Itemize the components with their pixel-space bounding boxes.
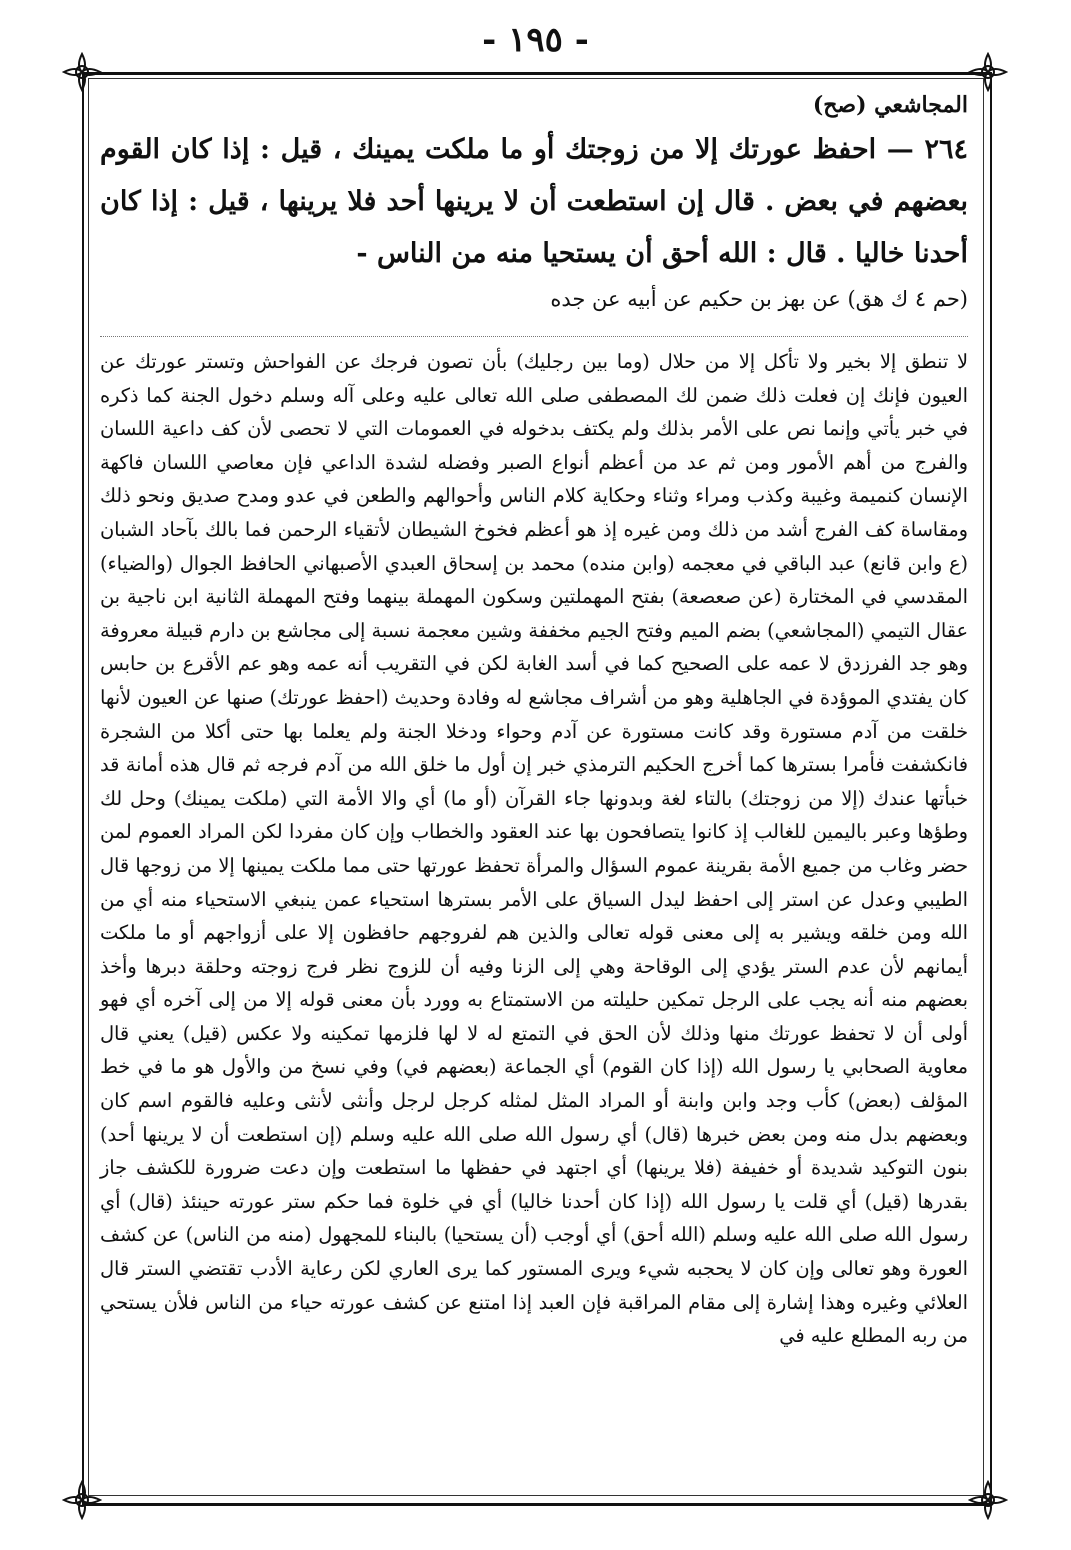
hadith-text: ٢٦٤ — احفظ عورتك إلا من زوجتك أو ما ملكت يمينك ، قيل : إذا كان القوم بعضهم في بعض . قال إن استطعت أن لا يرينها أحد فلا يرينها ، قيل : إذا كان أحدنا خاليا . قال : الله أحق أن يستحيا منه من الناس - [100,134,968,269]
commentary-text: لا تنطق إلا بخير ولا تأكل إلا من حلال (وما بين رجليك) بأن تصون فرجك عن الفواحش وتستر عورتك عن العيون فإنك إن فعلت ذلك ضمن لك المصطفى صلى الله تعالى عليه وعلى آله وسلم دخول الجنة كما ذكره في خبر يأتي وإنما نص على الأمر بذلك ولم يكتف بدخوله في العمومات التي لا تحصى لأن كف داعية اللسان والفرج من أهم الأمور ومن ثم عد من أعظم أنواع الصبر وفضله لشدة الداعي فإن معاصي اللسان فاكهة الإنسان كنميمة وغيبة وكذب ومراء وثناء وحكاية كلام الناس وأحوالهم والطعن في عدو ومدح صديق ونحو ذلك ومقاساة كف الفرج أشد من ذلك ومن غيره إذ هو أعظم فخوخ الشيطان لأتقياء الرحمن فما بالك بآحاد الشبان (ع وابن قانع) عبد الباقي في معجمه (وابن منده) محمد بن إسحاق العبدي الأصبهاني الحافظ الجوال (والضياء) المقدسي في المختارة (عن صعصعة) بفتح المهملتين وسكون المهملة بينهما وفتح المهملة الثانية ابن ناجية بن عقال التيمي (المجاشعي) بضم الميم وفتح الجيم مخففة وشين معجمة نسبة إلى مجاشع بن دارم قبيلة معروفة وهو جد الفرزدق لا عمه على الصحيح كما في أسد الغابة لكن في التقريب أنه عمه وهو عم الأقرع بن حابس كان يفتدي الموؤدة في الجاهلية وهو من أشراف مجاشع له وفادة وحديث (احفظ عورتك) صنها عن العيون لأنها خلقت من آدم مستورة وقد كانت مستورة عن آدم وحواء ودخلا الجنة ولم يعلما بها حتى أكلا من الشجرة فانكشفت فأمرا بسترها كما أخرج الحكيم الترمذي خبر إن أول ما خلق الله من آدم فرجه ثم قال هذه أمانة قد خبأتها عندك (إلا من زوجتك) بالتاء لغة وبدونها جاء القرآن (أو ما) أي والا الأمة التي (ملكت يمينك) وحل لك وطؤها وعبر باليمين للغالب إذ كانوا يتصافحون بها عند العقود والخطاب وإن كان مفردا لكن المراد العموم لمن حضر وغاب من جميع الأمة بقرينة عموم السؤال والمرأة تحفظ عورتها حتى مما ملكت يمينها إلا من زوجها قال الطيبي وعدل عن استر إلى احفظ ليدل السياق على الأمر بسترها استحياء عمن ينبغي الاستحياء منه أي من الله ومن خلقه ويشير به إلى معنى قوله تعالى والذين هم لفروجهم حافظون إلا على أزواجهم أو ما ملكت أيمانهم لأن عدم الستر يؤدي إلى الوقاحة وهي إلى الزنا وفيه أن للزوج نظر فرج زوجته وحلقة دبرها وأخذ بعضهم منه أنه يجب على الرجل تمكين حليلته من الاستمتاع به وورد بأن معنى قوله إلا من إلى آخره أي فهو أولى أن لا تحفظ عورتك منها وذلك لأن الحق في التمتع له لا لها فلزمها تمكينه ولا عكس (قيل) يعني قال معاوية الصحابي يا رسول الله (إذا كان القوم) أي الجماعة (بعضهم في) وفي نسخ من والأول هو ما في خط المؤلف (بعض) كأب وجد وابن وابنة أو المراد المثل لمثله كرجل لرجل وأنثى لأنثى وعليه فالقوم اسم كان وبعضهم بدل منه ومن بعض خبرها (قال) أي رسول الله صلى الله عليه وسلم (إن استطعت أن لا يرينها أحد) بنون التوكيد شديدة أو خفيفة (فلا يرينها) أي اجتهد في حفظها ما استطعت وإن دعت ضرورة للكشف جاز بقدرها (قيل) أي قلت يا رسول الله (إذا كان أحدنا خاليا) أي في خلوة فما حكم ستر عورته حينئذ (قال) أي رسول الله صلى الله عليه وسلم (الله أحق) أي أوجب (أن يستحيا) بالبناء للمجهول (منه من الناس) عن كشف العورة وهو تعالى وإن كان لا يحجبه شيء ويرى المستور كما يرى العاري لكن رعاية الأدب تقتضي الستر قال العلائي وغيره وهذا إشارة إلى مقام المراقبة فإن العبد إذا امتنع عن كشف عورته حياء من الناس فلأن يستحي من ربه المطلع عليه في [100,350,968,1348]
corner-flower-icon [968,1480,1008,1520]
hadith-source: (حم ٤ ك هق) عن بهز بن حكيم عن أبيه عن جده [550,287,968,311]
page-number: - ١٩٥ - [482,20,589,60]
dotted-separator [100,336,968,337]
page-content [100,88,968,1488]
corner-flower-icon [968,52,1008,92]
corner-flower-icon [62,1480,102,1520]
hadith-title: المجاشعي (صح) [812,92,968,118]
corner-flower-icon [62,52,102,92]
